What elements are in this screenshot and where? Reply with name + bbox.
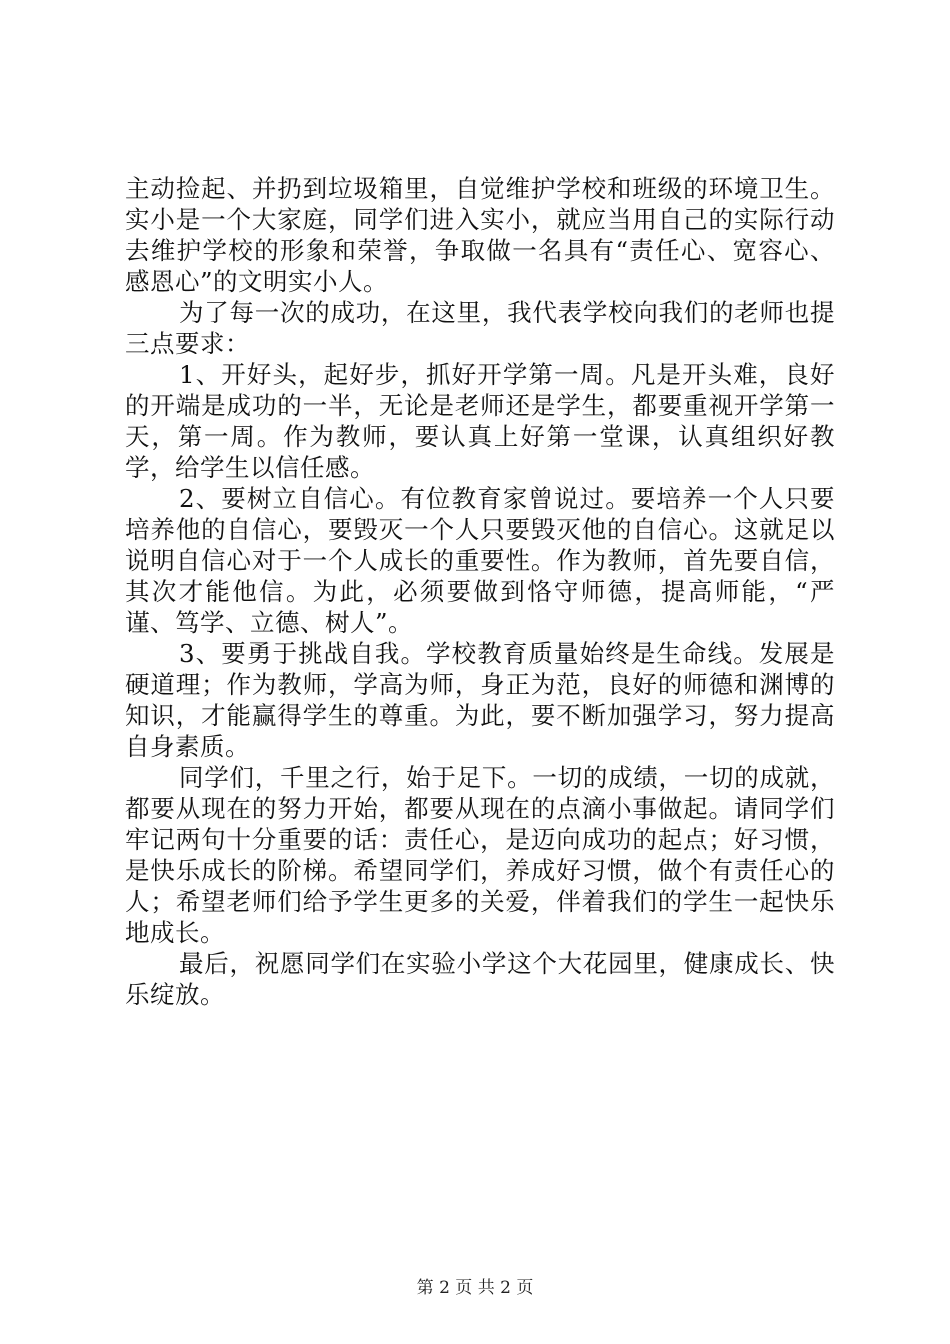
paragraph-closing-wish: 最后，祝愿同学们在实验小学这个大花园里，健康成长、快乐绽放。 [125, 949, 835, 1009]
paragraph-teacher-requests-intro: 为了每一次的成功，在这里，我代表学校向我们的老师也提三点要求： [125, 298, 835, 358]
paragraph-request-3: 3、要勇于挑战自我。学校教育质量始终是生命线。发展是硬道理；作为教师，学高为师，身正为范，良好的师德和渊博的知识，才能赢得学生的尊重。为此，要不断加强学习，努力提高自身素质。 [125, 639, 835, 761]
paragraph-continuation: 主动捡起、并扔到垃圾箱里，自觉维护学校和班级的环境卫生。实小是一个大家庭，同学们进入实小，就应当用自己的实际行动去维护学校的形象和荣誉，争取做一名具有“责任心、宽容心、感恩心”的文明实小人。 [125, 174, 835, 296]
paragraph-request-1: 1、开好头，起好步，抓好开学第一周。凡是开头难，良好的开端是成功的一半，无论是老师还是学生，都要重视开学第一天，第一周。作为教师，要认真上好第一堂课，认真组织好教学，给学生以信任感。 [125, 360, 835, 482]
paragraph-request-2: 2、要树立自信心。有位教育家曾说过。要培养一个人只要培养他的自信心，要毁灭一个人只要毁灭他的自信心。这就足以说明自信心对于一个人成长的重要性。作为教师，首先要自信，其次才能他信。为此，必须要做到恪守师德，提高师能，“严谨、笃学、立德、树人”。 [125, 484, 835, 637]
paragraph-students-message: 同学们，千里之行，始于足下。一切的成绩，一切的成就，都要从现在的努力开始，都要从现在的点滴小事做起。请同学们牢记两句十分重要的话：责任心，是迈向成功的起点；好习惯，是快乐成长的阶梯。希望同学们，养成好习惯，做个有责任心的人；希望老师们给予学生更多的关爱，伴着我们的学生一起快乐地成长。 [125, 763, 835, 947]
page-footer: 第 2 页 共 2 页 [416, 1278, 534, 1298]
document-body [125, 173, 835, 1010]
